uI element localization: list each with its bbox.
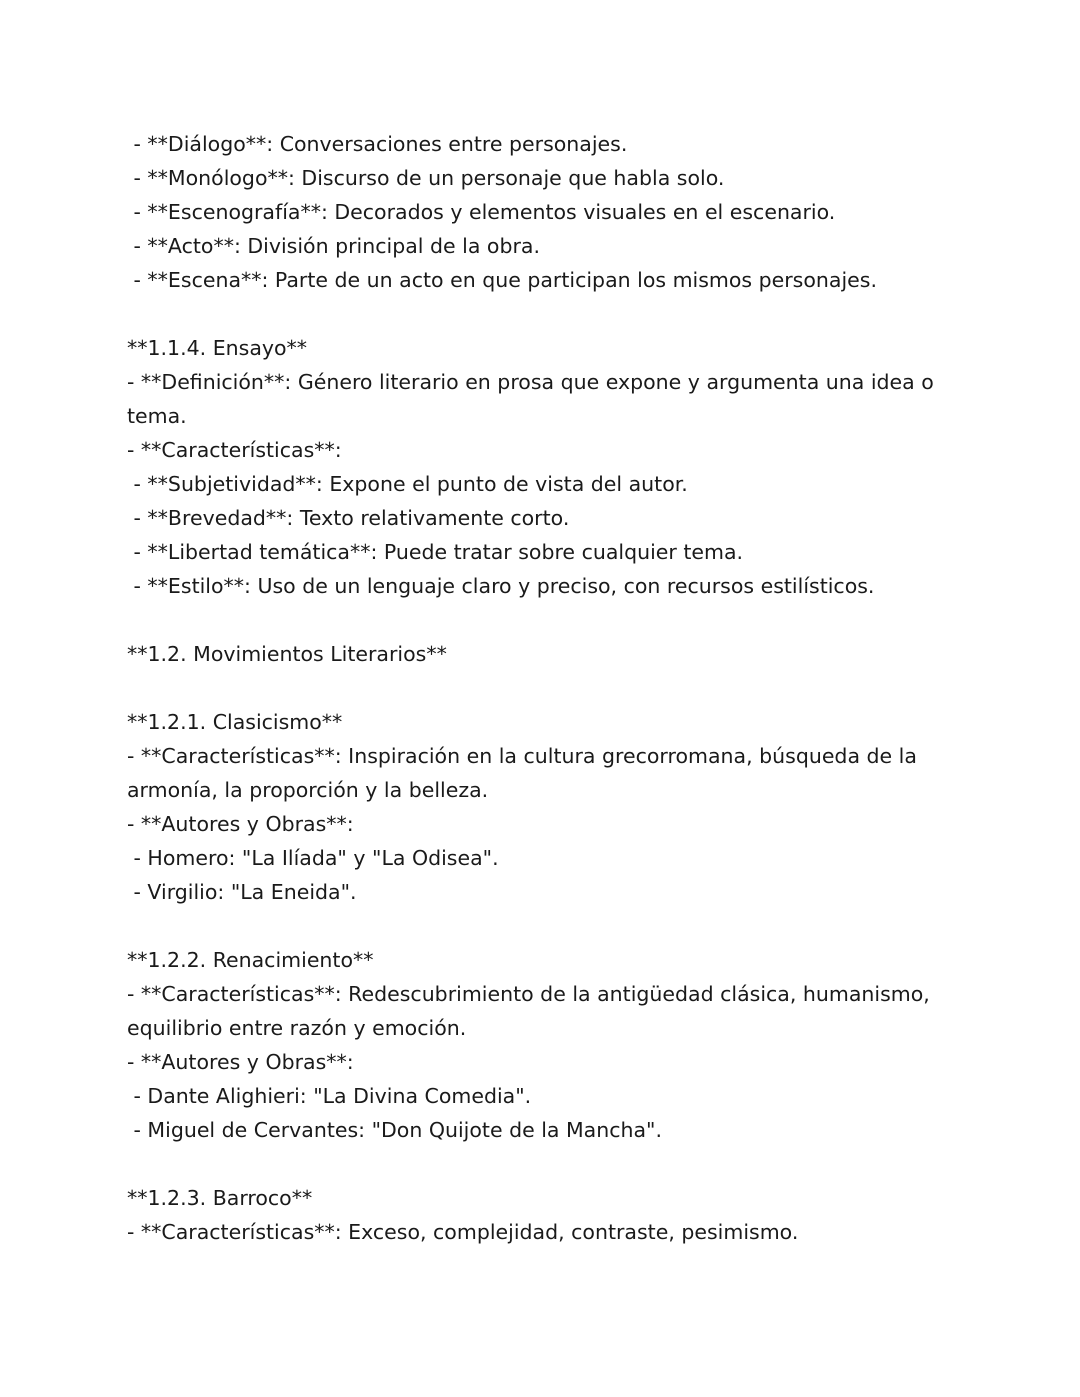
characteristics-line-continued: equilibrio entre razón y emoción. — [127, 1016, 467, 1040]
list-item: - **Acto**: División principal de la obra. — [127, 234, 540, 258]
list-item: - **Estilo**: Uso de un lenguaje claro y preciso, con recursos estilísticos. — [127, 574, 875, 598]
section-heading-ensayo: **1.1.4. Ensayo** — [127, 336, 308, 360]
authors-label: - **Autores y Obras**: — [127, 1050, 354, 1074]
spacer — [127, 671, 927, 705]
characteristics-label: - **Características**: — [127, 438, 342, 462]
list-item: - Dante Alighieri: "La Divina Comedia". — [127, 1084, 532, 1108]
section-heading-renacimiento: **1.2.2. Renacimiento** — [127, 948, 374, 972]
list-item: - **Escenografía**: Decorados y elementos visuales en el escenario. — [127, 200, 836, 224]
list-item: - **Brevedad**: Texto relativamente corto. — [127, 506, 570, 530]
authors-label: - **Autores y Obras**: — [127, 812, 354, 836]
spacer — [127, 909, 927, 943]
characteristics-line: - **Características**: Redescubrimiento de la antigüedad clásica, humanismo, — [127, 982, 930, 1006]
characteristics-line: - **Características**: Exceso, complejidad, contraste, pesimismo. — [127, 1220, 799, 1244]
list-item: - **Subjetividad**: Expone el punto de vista del autor. — [127, 472, 688, 496]
section-heading-clasicismo: **1.2.1. Clasicismo** — [127, 710, 343, 734]
list-item: - **Escena**: Parte de un acto en que participan los mismos personajes. — [127, 268, 877, 292]
list-item: - **Diálogo**: Conversaciones entre personajes. — [127, 132, 628, 156]
section-heading-movimientos: **1.2. Movimientos Literarios** — [127, 642, 447, 666]
characteristics-line: - **Características**: Inspiración en la cultura grecorromana, búsqueda de la — [127, 744, 917, 768]
list-item: - Homero: "La Ilíada" y "La Odisea". — [127, 846, 499, 870]
document-body — [127, 127, 934, 1249]
definition-line-continued: tema. — [127, 404, 187, 428]
characteristics-line-continued: armonía, la proporción y la belleza. — [127, 778, 489, 802]
list-item: - Virgilio: "La Eneida". — [127, 880, 357, 904]
spacer — [127, 603, 927, 637]
spacer — [127, 1147, 927, 1181]
list-item: - **Monólogo**: Discurso de un personaje que habla solo. — [127, 166, 725, 190]
section-heading-barroco: **1.2.3. Barroco** — [127, 1186, 313, 1210]
spacer — [127, 297, 927, 331]
list-item: - Miguel de Cervantes: "Don Quijote de la Mancha". — [127, 1118, 663, 1142]
list-item: - **Libertad temática**: Puede tratar sobre cualquier tema. — [127, 540, 744, 564]
definition-line: - **Definición**: Género literario en prosa que expone y argumenta una idea o — [127, 370, 934, 394]
